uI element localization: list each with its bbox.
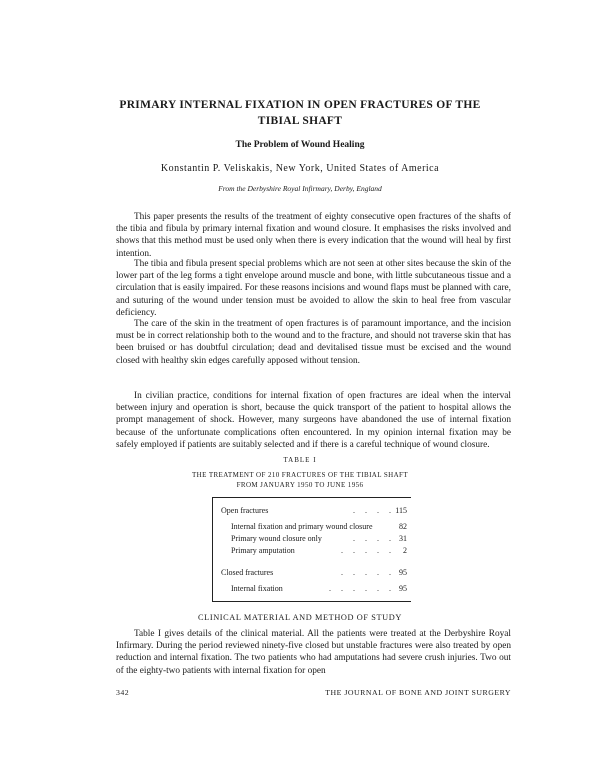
table-row-label: Internal fixation and primary wound closure [231,522,373,531]
author-line: Konstantin P. Veliskakis, New York, United States of America [160,163,440,174]
leader-dots: . . . . . [341,568,395,577]
table-row [213,568,411,579]
body-paragraph [116,211,511,260]
table-row-value: 95 [399,584,407,593]
table-row [213,584,411,595]
body-paragraph [116,628,511,677]
affiliation-line: From the Derbyshire Royal Infirmary, Derby, England [218,184,382,193]
table-row [213,546,411,557]
table-row-label: Primary wound closure only [231,534,322,543]
table-row-value: 82 [399,522,407,531]
data-table [212,497,411,602]
table-caption-line: FROM JANUARY 1950 TO JUNE 1956 [236,481,364,489]
article-subtitle: The Problem of Wound Healing [235,140,365,150]
table-row-label: Open fractures [221,506,269,515]
leader-dots: . . . . . [341,546,395,555]
table-row-label: Internal fixation [231,584,283,593]
table-row [213,522,411,533]
paragraph-text: Table I gives details of the clinical material. All the patients were treated at the Derbyshire Royal Infirmary. During the period reviewed ninety-five closed but unstable fractures were also treated by open reduction and internal fixation. The two patients who had amputations had severe crush injuries. Two out of the eighty-two patients with internal fixation for open [116,629,511,676]
table-row [213,534,411,545]
article-title: PRIMARY INTERNAL FIXATION IN OPEN FRACTURES OF THE TIBIAL SHAFT [119,99,481,127]
section-heading: CLINICAL MATERIAL AND METHOD OF STUDY [198,613,402,622]
body-paragraph [116,258,511,319]
body-paragraph [116,318,511,367]
paragraph-text: This paper presents the results of the treatment of eighty consecutive open fractures of the shafts of the tibia and fibula by primary internal fixation and wound closure. It emphasises the risks involved and shows that this method must be used only when there is every indication that the wound will heal by first intention. [116,212,511,259]
table-row-value: 95 [399,568,407,577]
body-paragraph [116,390,511,451]
table-row-value: 31 [399,534,407,543]
table-row [213,506,411,517]
paragraph-text: In civilian practice, conditions for internal fixation of open fractures are ideal when the interval between injury and operation is short, because the quick transport of the patient to hospital allows the prompt management of shock. However, many surgeons have abandoned the use of internal fixation because of the unfortunate complications often encountered. In my opinion internal fixation may be safely employed if patients are suitably selected and if there is a careful technique of wound closure. [116,391,511,450]
table-label: TABLE I [283,456,317,464]
leader-dots: . . . . . . [329,584,395,593]
journal-name: THE JOURNAL OF BONE AND JOINT SURGERY [325,688,511,697]
table-caption-line: THE TREATMENT OF 210 FRACTURES OF THE TIBIAL SHAFT [191,471,409,479]
leader-dots: . . . . [353,506,395,515]
paragraph-text: The tibia and fibula present special problems which are not seen at other sites because the skin of the lower part of the leg forms a tight envelope around muscle and bone, with little subcutaneous tissue and a circulation that is easily impaired. For these reasons incisions and wound flaps must be planned with care, and suturing of the wound under tension must be avoided to allow the skin to heal free from vascular deficiency. [116,259,511,318]
paragraph-text: The care of the skin in the treatment of open fractures is of paramount importance, and the incision must be in correct relationship both to the wound and to the fracture, and should not traverse skin that has been bruised or has doubtful circulation; dead and devitalised tissue must be excised and the wound closed with healthy skin edges carefully apposed without tension. [116,319,511,366]
table-row-label: Primary amputation [231,546,295,555]
table-row-value: 115 [395,506,407,515]
leader-dots: . . . . [353,534,395,543]
page-number: 342 [116,688,130,697]
table-caption [150,470,450,490]
table-row-label: Closed fractures [221,568,274,577]
table-row-value: 2 [403,546,407,555]
